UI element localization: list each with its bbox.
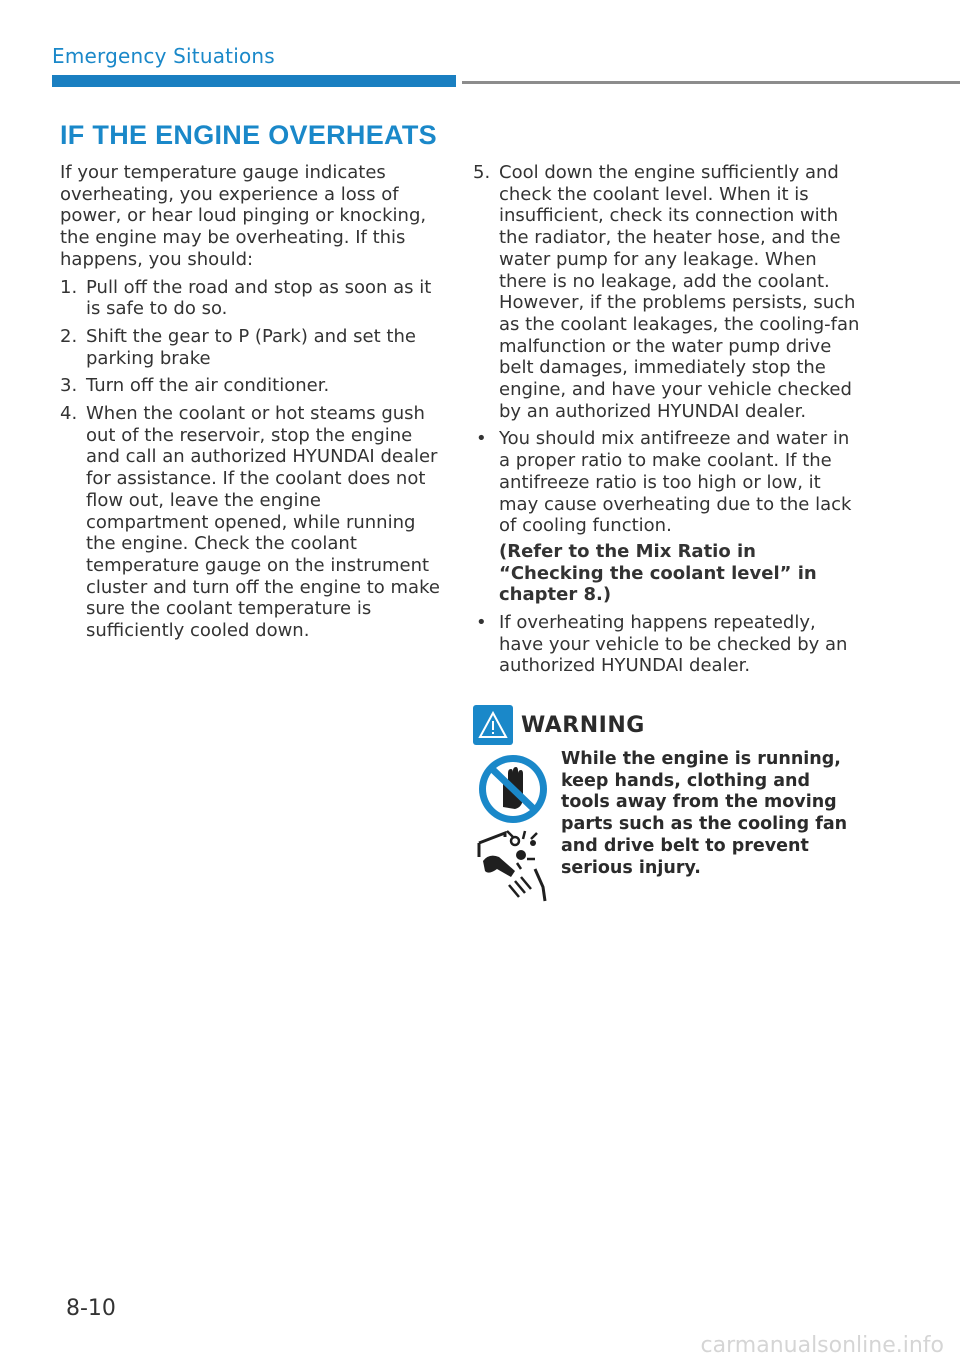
bullet-item — [473, 428, 863, 606]
section-title: Emergency Situations — [52, 44, 275, 68]
step-text: Pull off the road and stop as soon as it is safe to do so. — [86, 276, 432, 320]
no-hands-icon — [477, 753, 549, 829]
intro-paragraph: If your temperature gauge indicates overheating, you experience a loss of power, or hear loud pinging or knocking, the engine may be overheating. If this happens, you should: — [60, 162, 427, 270]
fan-hazard-icon — [475, 827, 551, 907]
step-number: 3. — [60, 375, 78, 397]
warning-text: While the engine is running, keep hands, clothing and tools away from the moving parts such as the cooling fan and drive belt to prevent serious injury. — [561, 749, 848, 878]
step-text: When the coolant or hot steams gush out of the reservoir, stop the engine and call an authorized HYUNDAI dealer for assistance. If the coolant does not flow out, leave the engine compartment opened, while running the engine. Check the coolant temperature gauge on the instrument cluster and turn off the engine to make sure the coolant temperature is sufficiently cooled down. — [86, 403, 440, 642]
step-item — [60, 403, 440, 642]
bullet-icon: • — [476, 612, 487, 634]
step-text: Shift the gear to P (Park) and set the parking brake — [86, 325, 416, 369]
step-text: Turn off the air conditioner. — [86, 375, 330, 397]
step-number: 5. — [473, 162, 491, 183]
step-item — [60, 277, 440, 320]
bullet-item — [473, 612, 863, 677]
site-watermark: carmanualsonline.info — [700, 1333, 944, 1358]
step-number: 4. — [60, 403, 78, 425]
warning-triangle-icon — [473, 705, 513, 745]
warning-title: WARNING — [521, 712, 645, 738]
right-column — [473, 162, 863, 683]
header-rule — [462, 81, 960, 84]
step-number: 1. — [60, 276, 78, 298]
page-number: 8-10 — [66, 1296, 116, 1321]
step-text: Cool down the engine sufficiently and check the coolant level. When it is insufficient, check its connection with the radiator, the heater hose, and the water pump for any leakage. When there is no leakage, add the coolant. However, if the problems persists, such as the coolant leakages, the cooling-fan malfunction or the water pump drive belt damages, immediately stop the engine, and have your vehicle checked by an authorized HYUNDAI dealer. — [499, 162, 860, 422]
step-item — [60, 326, 440, 369]
header-rule-accent — [52, 75, 456, 87]
bullet-icon: • — [476, 428, 487, 450]
bullet-text: If overheating happens repeatedly, have your vehicle to be checked by an authorized HYUNDAI dealer. — [499, 612, 848, 677]
left-column — [60, 162, 440, 648]
warning-box — [473, 705, 873, 878]
step-item — [473, 162, 863, 422]
warning-header — [473, 705, 873, 745]
step-item — [60, 375, 440, 397]
step-number: 2. — [60, 325, 78, 347]
bullet-text: You should mix antifreeze and water in a proper ratio to make coolant. If the antifreeze ratio is too high or low, it may cause overheating due to the lack of cooling function. — [499, 428, 852, 537]
reference-note: (Refer to the Mix Ratio in “Checking the coolant level” in chapter 8.) — [499, 540, 817, 606]
page-title: IF THE ENGINE OVERHEATS — [60, 120, 437, 150]
